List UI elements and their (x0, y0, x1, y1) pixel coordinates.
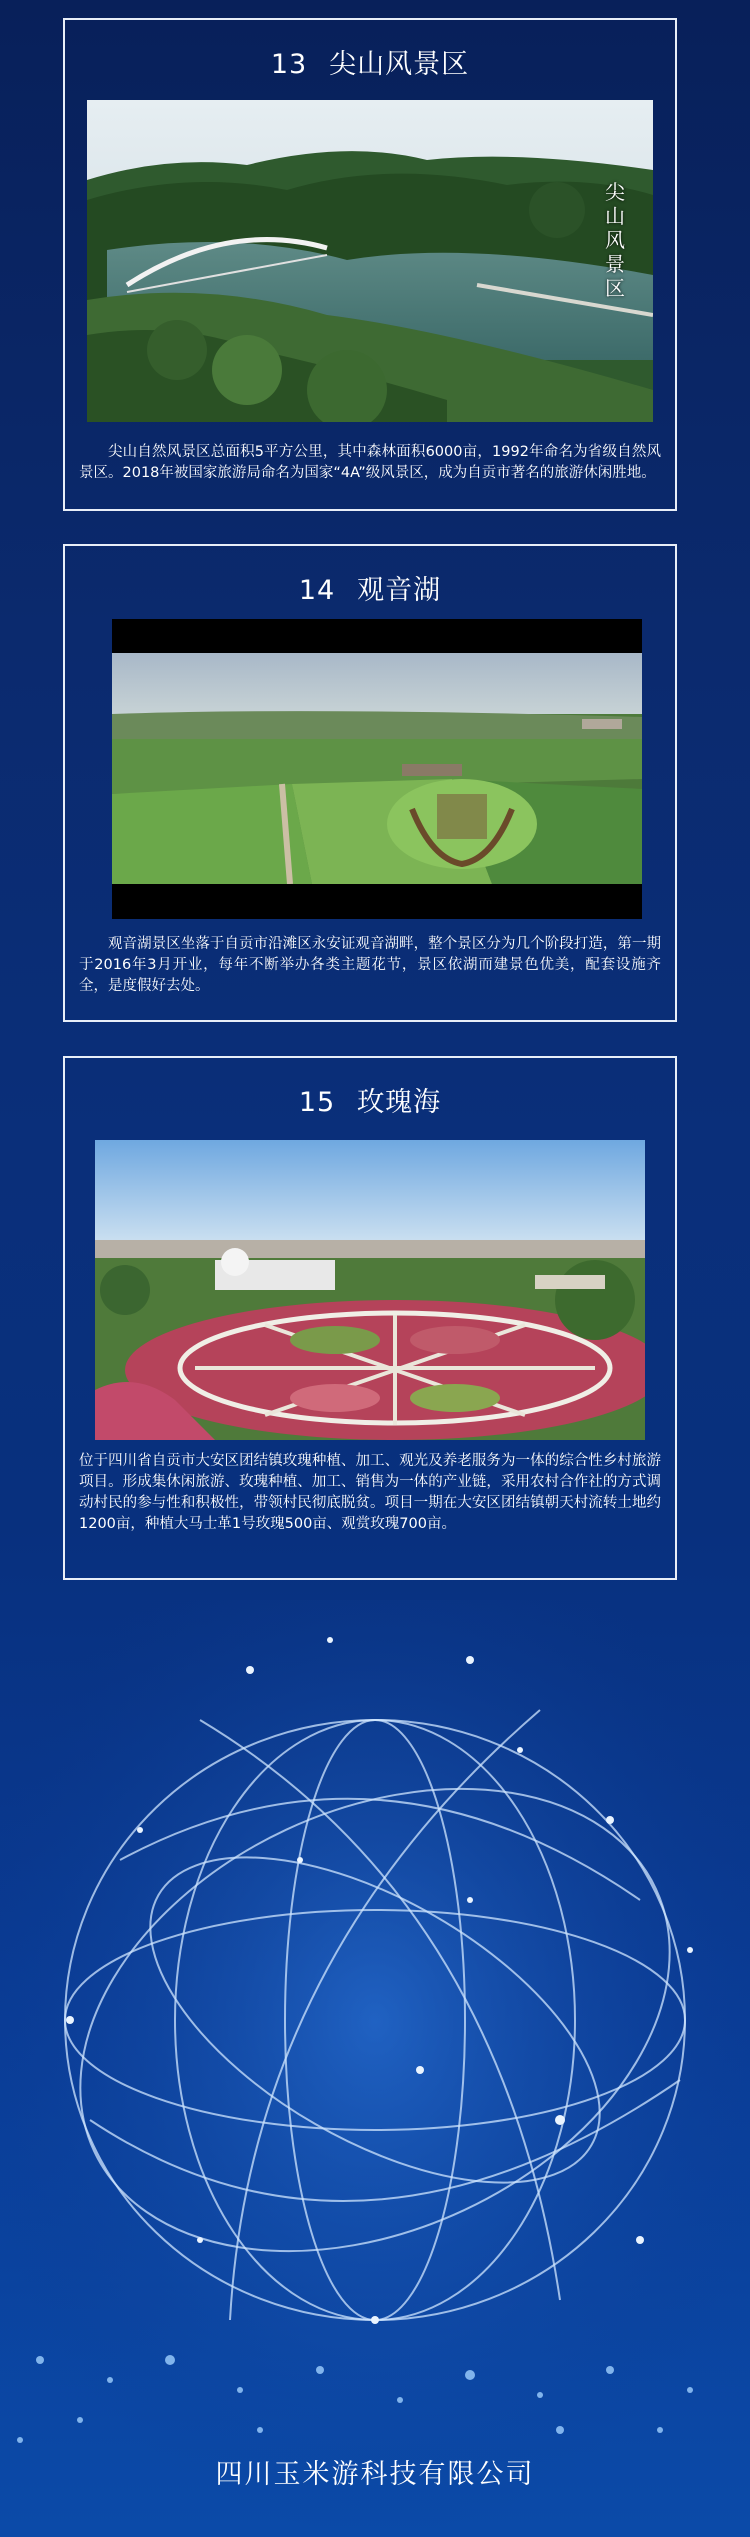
photo-caption: 尖山风景区 (605, 180, 625, 300)
section-title: 尖山风景区 (329, 49, 470, 80)
card-title (65, 568, 675, 607)
guanyinhu-photo (112, 619, 642, 919)
scenic-card-13 (63, 18, 677, 511)
section-number: 15 (298, 1087, 336, 1118)
section-title: 观音湖 (357, 575, 442, 606)
meiguihai-photo (95, 1140, 645, 1440)
section-description: 尖山自然风景区总面积5平方公里，其中森林面积6000亩，1992年命名为省级自然风景区。2018年被国家旅游局命名为国家“4A”级风景区，成为自贡市著名的旅游休闲胜地。 (79, 444, 661, 481)
scenic-card-14 (63, 544, 677, 1022)
network-globe-graphic (0, 1600, 750, 2537)
section-title: 玫瑰海 (357, 1087, 442, 1118)
section-description: 位于四川省自贡市大安区团结镇玫瑰种植、加工、观光及养老服务为一体的综合性乡村旅游项目。形成集休闲旅游、玫瑰种植、加工、销售为一体的产业链，采用农村合作社的方式调动村民的参与性和积极性，带领村民彻底脱贫。项目一期在大安区团结镇朝天村流转土地约1200亩，种植大马士革1号玫瑰500亩、观赏玫瑰700亩。 (79, 1453, 661, 1532)
card-title (65, 42, 675, 81)
section-number: 14 (298, 575, 336, 606)
section-description: 观音湖景区坐落于自贡市沿滩区永安证观音湖畔，整个景区分为几个阶段打造，第一期于2016年3月开业，每年不断举办各类主题花节，景区依湖而建景色优美，配套设施齐全，是度假好去处。 (79, 936, 661, 994)
card-title (65, 1080, 675, 1119)
company-name-footer: 四川玉米游科技有限公司 (215, 2459, 535, 2490)
scenic-card-15 (63, 1056, 677, 1580)
jianshan-photo (87, 100, 653, 422)
section-number: 13 (270, 49, 308, 80)
